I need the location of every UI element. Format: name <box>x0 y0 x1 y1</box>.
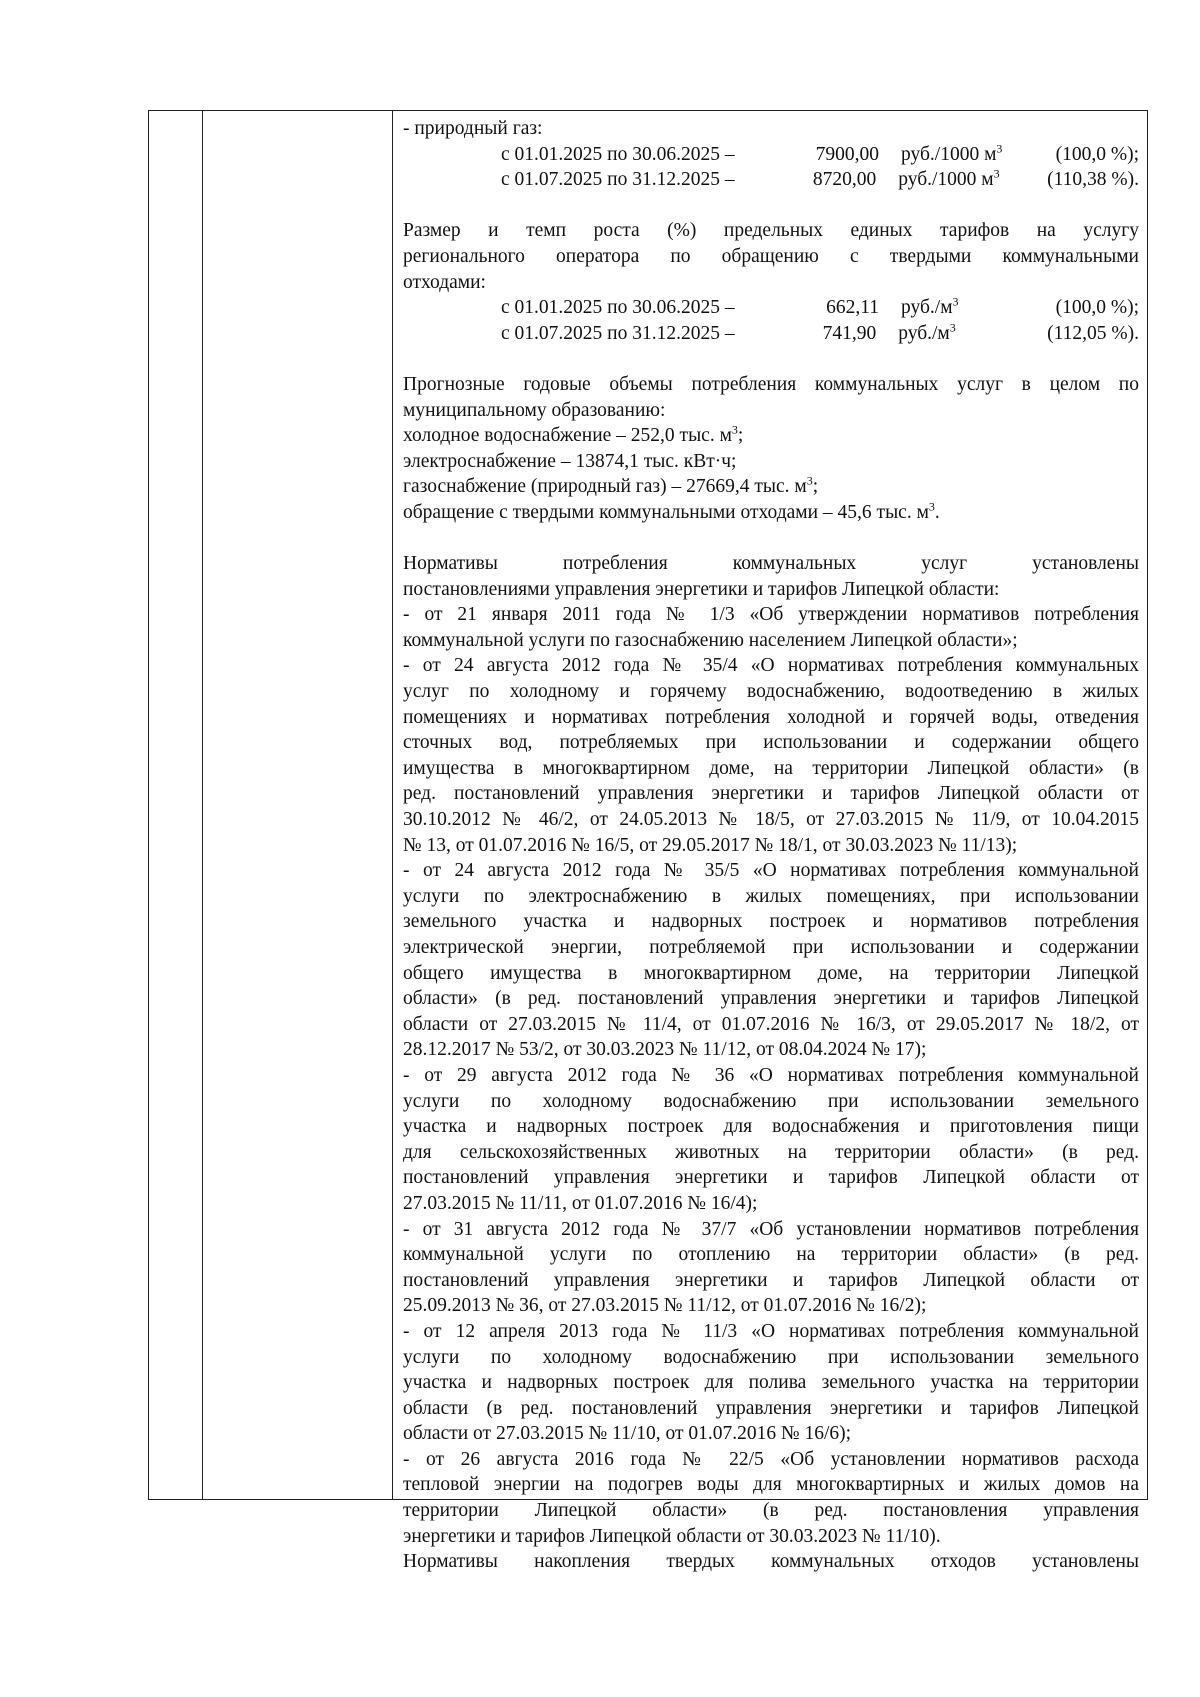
gas-heading: - природный газ: <box>403 118 543 139</box>
norm-item-line: области от 27.03.2015 № 11/10, от 01.07.2016 № 16/6); <box>403 1423 852 1445</box>
tariff-growth-percent: (110,38 %). <box>1047 169 1139 191</box>
tariff-period: с 01.01.2025 по 30.06.2025 – <box>501 143 735 165</box>
volume-power: электроснабжение – 13874,1 тыс. кВт·ч; <box>403 450 737 472</box>
tariff-value: 741,90 <box>822 322 877 344</box>
norm-item-line: помещениях и нормативах потребления холодной и горячей воды, отведения <box>403 706 1139 728</box>
norm-item-line: - от 24 августа 2012 года № 35/4 «О нормативах потребления коммунальных <box>403 655 1139 677</box>
tariff-period: с 01.07.2025 по 31.12.2025 – <box>501 169 735 191</box>
tariff-unit: $руб./м^3$ <box>898 320 956 344</box>
norm-list-item <box>403 653 1139 858</box>
norm-item-line: услуг по холодному и горячему водоснабжению, водоотведению в жилых <box>403 681 1139 703</box>
norm-item-line: тепловой энергии на подогрев воды для многоквартирных и жилых домов на <box>403 1474 1139 1496</box>
paragraph-line: отходами: <box>403 271 486 293</box>
paragraph-line: регионального оператора по обращению с твердыми коммунальными <box>403 245 1139 267</box>
waste-tariff-rows <box>403 295 1139 346</box>
norm-list-item <box>403 1319 1139 1447</box>
norm-list-item <box>403 1217 1139 1319</box>
volumes-intro: Прогнозные годовые объемы потребления коммунальных услуг в целом по <box>403 373 1139 395</box>
norm-item-line: энергетики и тарифов Липецкой области от 30.03.2023 № 11/10). <box>403 1525 941 1547</box>
norm-item-line: 30.10.2012 № 46/2, от 24.05.2013 № 18/5, от 27.03.2015 № 11/9, от 10.04.2015 <box>403 809 1139 831</box>
norm-item-line: коммунальной услуги по газоснабжению населением Липецкой области»; <box>403 629 1018 651</box>
tariff-row <box>403 167 1139 193</box>
norm-item-line: - от 12 апреля 2013 года № 11/3 «О нормативах потребления коммунальной <box>403 1320 1139 1342</box>
norm-item-line: области (в ред. постановлений управления энергетики и тарифов Липецкой <box>403 1397 1139 1419</box>
table-column-number <box>149 111 203 1499</box>
norm-item-line: общего имущества в многоквартирном доме, на территории Липецкой <box>403 962 1139 984</box>
waste-tariff-paragraph <box>403 218 1139 295</box>
norm-item-line: участка и надворных построек для водоснабжения и приготовления пищи <box>403 1116 1139 1138</box>
tariff-row <box>403 142 1139 168</box>
norm-item-line: области» (в ред. постановлений управления энергетики и тарифов Липецкой <box>403 988 1139 1010</box>
norm-item-line: услуги по холодному водоснабжению при использовании земельного <box>403 1090 1139 1112</box>
norms-list <box>403 602 1139 1549</box>
norm-item-line: имущества в многоквартирном доме, на территории Липецкой области» (в <box>403 757 1139 779</box>
tariff-period: с 01.07.2025 по 31.12.2025 – <box>501 322 735 344</box>
paragraph-line: Размер и темп роста (%) предельных единых тарифов на услугу <box>403 220 1139 242</box>
table-column-name <box>203 111 393 1499</box>
norm-item-line: ред. постановлений управления энергетики и тарифов Липецкой области от <box>403 783 1139 805</box>
norm-item-line: 28.12.2017 № 53/2, от 30.03.2023 № 11/12, от 08.04.2024 № 17); <box>403 1039 927 1061</box>
tariff-growth-percent: (112,05 %). <box>1047 322 1139 344</box>
tariff-value: 8720,00 <box>812 169 877 191</box>
norm-item-line: № 13, от 01.07.2016 № 16/5, от 29.05.2017 № 18/1, от 30.03.2023 № 11/13); <box>403 834 1018 856</box>
tariff-unit: руб./1000 $м^3$ <box>901 141 1003 165</box>
norm-item-line: - от 31 августа 2012 года № 37/7 «Об установлении нормативов потребления <box>403 1218 1139 1240</box>
norm-list-item <box>403 858 1139 1063</box>
norm-item-line: для сельскохозяйственных животных на территории области» (в ред. <box>403 1141 1139 1163</box>
norm-item-line: - от 26 августа 2016 года № 22/5 «Об установлении нормативов расхода <box>403 1448 1139 1470</box>
norms-intro: Нормативы потребления коммунальных услуг установлены <box>403 553 1139 575</box>
norm-item-line: услуги по холодному водоснабжению при использовании земельного <box>403 1346 1139 1368</box>
norm-item-line: 25.09.2013 № 36, от 27.03.2015 № 11/12, от 01.07.2016 № 16/2); <box>403 1295 927 1317</box>
tariff-row <box>403 321 1139 347</box>
norm-item-line: земельного участка и надворных построек и нормативов потребления <box>403 911 1139 933</box>
gas-tariff-rows <box>403 142 1139 193</box>
norm-item-line: постановлений управления энергетики и тарифов Липецкой области от <box>403 1269 1139 1291</box>
tariff-unit: $руб./м^3$ <box>901 294 959 319</box>
volume-gas: газоснабжение (природный газ) – 27669,4 тыс. $м^3$; <box>403 473 819 498</box>
norm-item-line: - от 29 августа 2012 года № 36 «О нормативах потребления коммунальной <box>403 1064 1139 1086</box>
norm-item-line: 27.03.2015 № 11/11, от 01.07.2016 № 16/4); <box>403 1192 758 1214</box>
norm-item-line: сточных вод, потребляемых при использовании и содержании общего <box>403 732 1139 754</box>
tariff-growth-percent: (100,0 %); <box>1055 297 1139 319</box>
norm-item-line: коммунальной услуги по отоплению на территории области» (в ред. <box>403 1244 1139 1266</box>
norm-list-item <box>403 1447 1139 1549</box>
norm-item-line: территории Липецкой области» (в ред. постановления управления <box>403 1500 1139 1522</box>
tariff-period: с 01.01.2025 по 30.06.2025 – <box>501 297 735 319</box>
norm-list-item <box>403 1063 1139 1217</box>
norm-item-line: постановлений управления энергетики и тарифов Липецкой области от <box>403 1167 1139 1189</box>
volume-water: холодное водоснабжение – 252,0 тыс. $м^3$; <box>403 422 744 447</box>
tariff-row <box>403 295 1139 321</box>
norm-item-line: - от 24 августа 2012 года № 35/5 «О нормативах потребления коммунальной <box>403 860 1139 882</box>
norm-item-line: участка и надворных построек для полива земельного участка на территории <box>403 1372 1139 1394</box>
tariff-value: 662,11 <box>826 297 879 319</box>
volumes-intro-2: муниципальному образованию: <box>403 399 666 421</box>
document-table <box>148 110 1148 1573</box>
tariff-value: 7900,00 <box>815 143 879 165</box>
volume-waste: обращение с твердыми коммунальными отходами – 45,6 тыс. $м^3$. <box>403 499 940 523</box>
norm-item-line: услуги по электроснабжению в жилых помещениях, при использовании <box>403 885 1139 907</box>
tariff-unit: руб./1000 $м^3$ <box>898 166 1000 191</box>
norm-item-line: области от 27.03.2015 № 11/4, от 01.07.2016 № 16/3, от 29.05.2017 № 18/2, от <box>403 1013 1139 1035</box>
tariff-growth-percent: (100,0 %); <box>1055 143 1139 165</box>
waste-norms-line: Нормативы накопления твердых коммунальных отходов установлены <box>403 1551 1139 1573</box>
table-column-content <box>393 111 1147 1573</box>
norm-item-line: - от 21 января 2011 года № 1/3 «Об утверждении нормативов потребления <box>403 604 1139 626</box>
norm-list-item <box>403 602 1139 653</box>
norm-item-line: электрической энергии, потребляемой при использовании и содержании <box>403 937 1139 958</box>
norms-intro-2: постановлениями управления энергетики и тарифов Липецкой области: <box>403 578 1000 600</box>
